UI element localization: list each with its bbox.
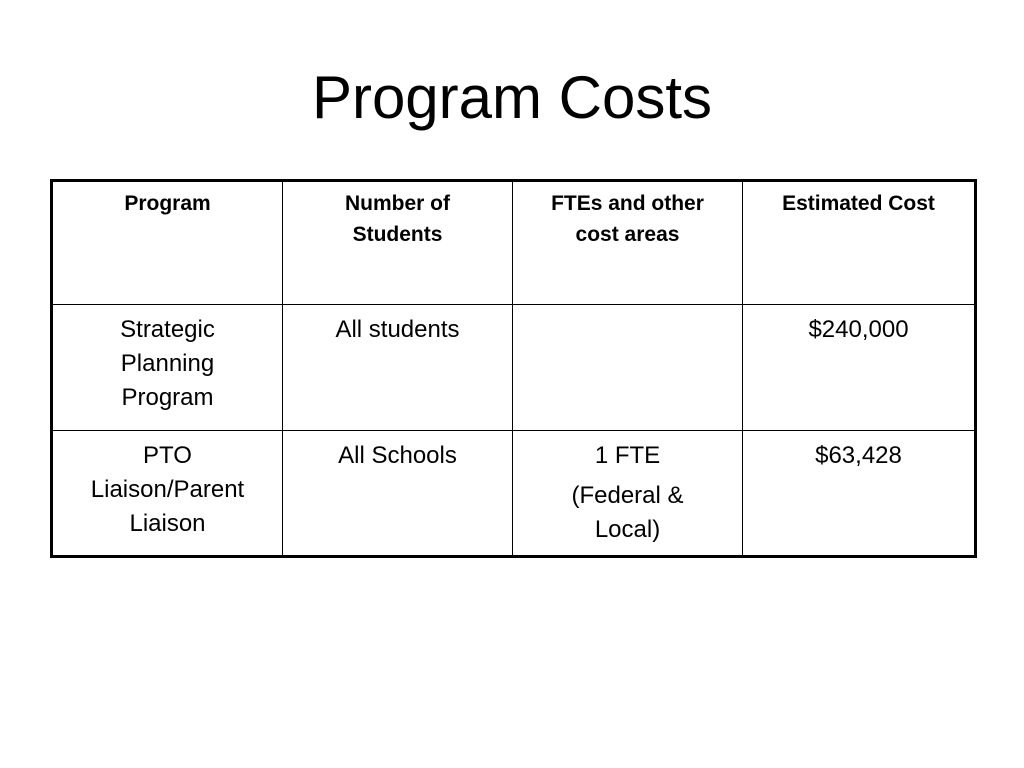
cell-program-line-2: Liaison/Parent bbox=[90, 476, 245, 503]
cell-program-line-1: PTO bbox=[143, 442, 192, 469]
cell-ftes-line-3: Local) bbox=[594, 516, 661, 543]
table-row bbox=[52, 305, 976, 431]
cell-students-text: All Schools bbox=[338, 442, 457, 469]
cell-students bbox=[283, 431, 513, 557]
table-header-row bbox=[52, 181, 976, 305]
header-estimated-cost bbox=[743, 181, 976, 305]
header-program-text: Program bbox=[124, 192, 211, 215]
header-students-line-2: Students bbox=[352, 223, 443, 246]
cell-ftes bbox=[513, 431, 743, 557]
cell-program-line-3: Program bbox=[121, 384, 214, 411]
header-students-line-1: Number of bbox=[345, 192, 450, 215]
header-number-of-students bbox=[283, 181, 513, 305]
cell-program-line-2: Planning bbox=[120, 350, 215, 377]
table-row bbox=[52, 431, 976, 557]
cell-cost bbox=[743, 431, 976, 557]
header-program bbox=[52, 181, 283, 305]
header-estimated-cost-text: Estimated Cost bbox=[782, 192, 935, 215]
cell-program-line-3: Liaison bbox=[129, 510, 206, 537]
program-costs-table bbox=[50, 179, 977, 558]
cell-ftes-line-2: (Federal & bbox=[571, 482, 684, 509]
cell-cost-text: $240,000 bbox=[808, 316, 909, 343]
cell-ftes bbox=[513, 305, 743, 431]
cell-ftes-line-1: 1 FTE bbox=[594, 442, 661, 469]
cell-students-text: All students bbox=[335, 316, 460, 343]
header-ftes-line-1: FTEs and other bbox=[551, 192, 704, 215]
cell-students bbox=[283, 305, 513, 431]
cell-program bbox=[52, 305, 283, 431]
cell-program bbox=[52, 431, 283, 557]
cell-cost-text: $63,428 bbox=[815, 442, 902, 469]
header-ftes-line-2: cost areas bbox=[575, 223, 680, 246]
header-ftes-and-cost-areas bbox=[513, 181, 743, 305]
slide-title: Program Costs bbox=[311, 64, 713, 131]
cell-cost bbox=[743, 305, 976, 431]
cell-program-line-1: Strategic bbox=[120, 316, 215, 343]
